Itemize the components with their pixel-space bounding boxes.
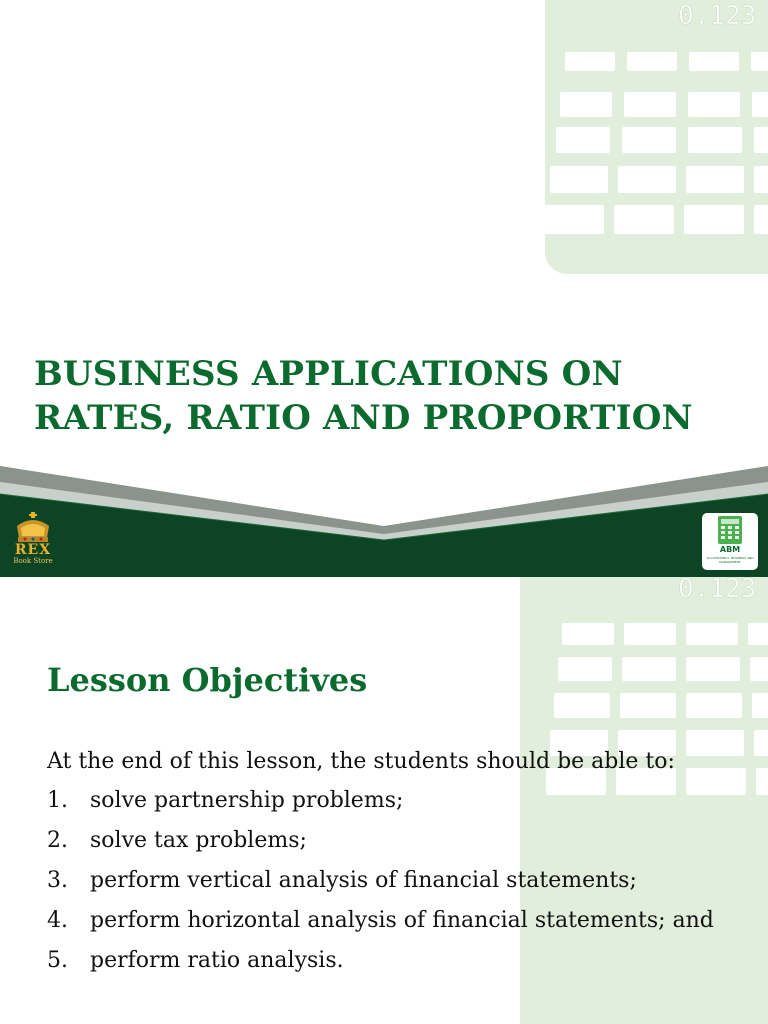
slide-title: [34, 352, 693, 440]
list-item: [47, 788, 750, 813]
list-item: [47, 908, 750, 933]
list-item-text: solve tax problems;: [90, 828, 307, 853]
calculator-illustration: [500, 0, 768, 280]
list-item-number: 1.: [47, 788, 68, 813]
list-item-number: 2.: [47, 828, 68, 853]
abm-logo: [702, 513, 758, 570]
objectives-slide: [0, 577, 768, 1024]
slide-title-line-1: BUSINESS APPLICATIONS ON: [34, 354, 623, 394]
list-item: [47, 948, 750, 973]
footer-band: [0, 460, 768, 577]
list-item: [47, 828, 750, 853]
objectives-heading: Lesson Objectives: [47, 661, 368, 699]
list-item-text: perform horizontal analysis of financial statements; and: [90, 908, 714, 933]
list-item-number: 4.: [47, 908, 68, 933]
abm-logo-name: ABM: [719, 545, 741, 554]
objectives-list: [47, 788, 750, 988]
calculator-display-text: 0.123: [678, 1, 757, 31]
crown-icon: [13, 512, 53, 544]
rex-logo-subtitle: Book Store: [13, 557, 53, 565]
objectives-intro: At the end of this lesson, the students should be able to:: [47, 749, 675, 774]
list-item-text: solve partnership problems;: [90, 788, 404, 813]
abm-logo-subtitle: ACCOUNTANCY, BUSINESS AND MANAGEMENT: [706, 556, 754, 564]
rex-book-store-logo: [6, 512, 60, 572]
list-item-number: 5.: [47, 948, 68, 973]
calculator-icon: [702, 513, 758, 547]
list-item-number: 3.: [47, 868, 68, 893]
calculator-display-text: 0.123: [678, 577, 757, 604]
slide-title-line-2: RATES, RATIO AND PROPORTION: [34, 398, 693, 438]
list-item-text: perform ratio analysis.: [90, 948, 344, 973]
list-item: [47, 868, 750, 893]
rex-logo-name: REX: [14, 542, 52, 558]
list-item-text: perform vertical analysis of financial statements;: [90, 868, 637, 893]
